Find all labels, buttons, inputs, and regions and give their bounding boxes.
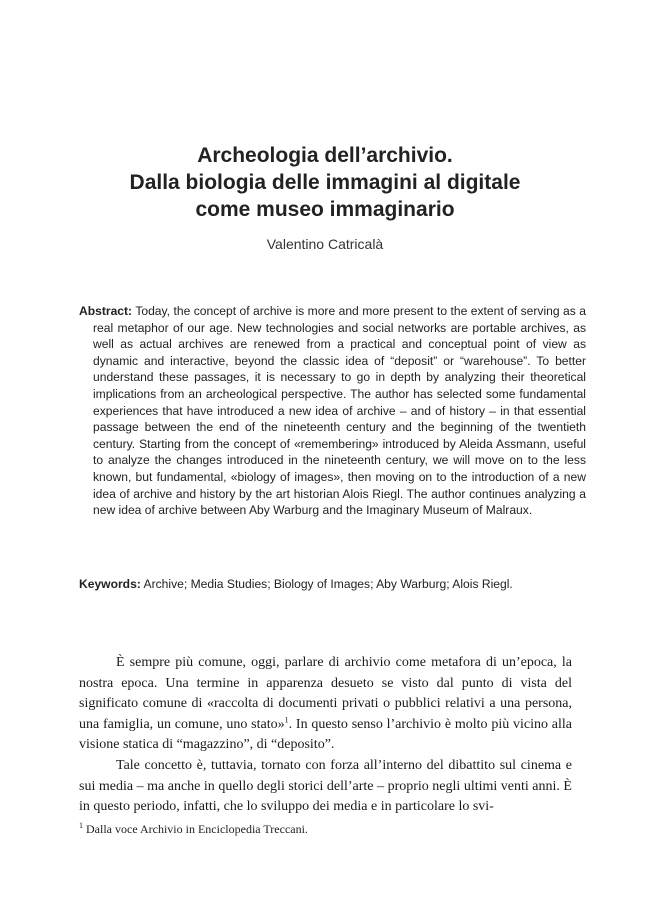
title-line-2: Dalla biologia delle immagini al digitale — [129, 171, 521, 194]
footnote-reference[interactable]: 1 — [284, 715, 289, 725]
body-paragraph-1 — [79, 653, 572, 756]
footnote-text: Dalla voce Archivio in Enciclopedia Treccani. — [86, 822, 308, 836]
footnote-number: 1 — [79, 821, 83, 830]
abstract-label: Abstract: — [79, 304, 133, 318]
keywords-label: Keywords: — [79, 577, 141, 591]
abstract-text: Today, the concept of archive is more and more present to the extent of serving as a real metaphor of our age. New technologies and social networks are portable archives, as well as actual archives are renewed from a practical and conceptual point of view as dynamic and interactive, beyond the classic idea of “deposit” or “warehouse”. To better understand these passages, it is necessary to go in depth by analyzing their theoretical implications from an archeological perspective. The author has selected some fundamental experiences that have introduced a new idea of archive – and of history – in that essential passage between the end of the nineteenth century and the beginning of the twentieth century. Starting from the concept of «remembering» introduced by Aleida Assmann, useful to analyze the changes introduced in the nineteenth century, we will move on to the less known, but fundamental, «biology of images», then moving on to the introduction of a new idea of archive and history by the art historian Alois Riegl. The author continues analyzing a new idea of archive between Aby Warburg and the Imaginary Museum of Malraux. — [93, 304, 586, 518]
title-line-3: come museo immaginario — [195, 198, 455, 221]
keywords — [79, 576, 572, 592]
body-paragraph-2: Tale concetto è, tuttavia, tornato con forza all’interno del dibattito sul cinema e sui media – ma anche in quello degli storici dell’arte – proprio negli ultimi venti anni. È in questo periodo, infatti, che lo sviluppo dei media e in particolare lo svi- — [79, 757, 572, 815]
keywords-text: Archive; Media Studies; Biology of Images; Aby Warburg; Alois Riegl. — [143, 577, 513, 591]
author-name: Valentino Catricalà — [266, 236, 384, 252]
footnote — [79, 822, 572, 837]
abstract — [79, 303, 586, 519]
body-text — [79, 653, 572, 818]
paragraph-1-text-cont: . In questo senso l’archivio è molto più vicino alla visione statica di “magazzino”, di “deposito”. — [79, 716, 572, 753]
article-title — [60, 142, 590, 223]
paragraph-1-text: È sempre più comune, oggi, parlare di archivio come metafora di un’epoca, la nostra epoca. Una termine in apparenza desueto se visto dal punto di vista del significato comune di «raccolta di documenti privati o pubblici relativi a una persona, una famiglia, un comune, uno stato» — [79, 655, 572, 732]
title-line-1: Archeologia dell’archivio. — [197, 144, 453, 167]
